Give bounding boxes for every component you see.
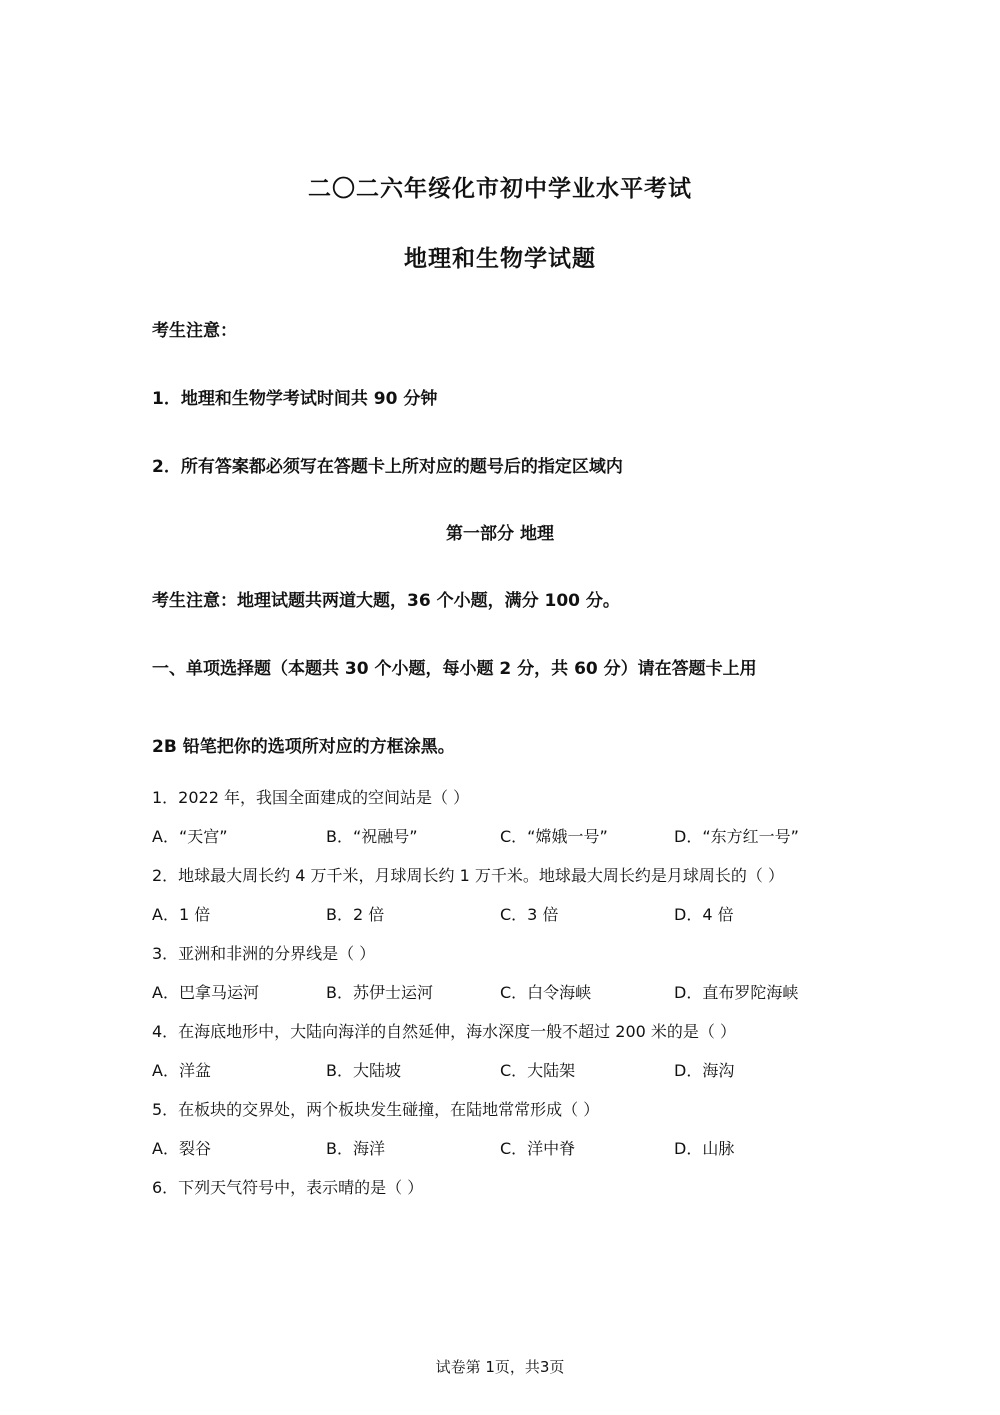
- option-c: C．洋中脊: [500, 1139, 576, 1158]
- option-c: C．白令海峡: [500, 983, 592, 1002]
- option-d: D．山脉: [674, 1139, 735, 1158]
- option-a: A．1 倍: [152, 905, 211, 924]
- question-options: [152, 1136, 852, 1158]
- question-options: [152, 1058, 852, 1080]
- option-d: D．4 倍: [674, 905, 734, 924]
- question-options: [152, 824, 852, 846]
- option-d: D．海沟: [674, 1061, 735, 1080]
- question-options: [152, 980, 852, 1002]
- option-b: B．大陆坡: [326, 1061, 401, 1080]
- option-a: A．裂谷: [152, 1139, 211, 1158]
- section-heading-line1: 一、单项选择题（本题共 30 个小题，每小题 2 分，共 60 分）请在答题卡上用: [152, 659, 757, 679]
- option-a: A．洋盆: [152, 1061, 211, 1080]
- option-b: B．海洋: [326, 1139, 385, 1158]
- part-notice: 考生注意：地理试题共两道大题，36 个小题，满分 100 分。: [152, 591, 620, 611]
- question-stem: 3．亚洲和非洲的分界线是（ ）: [152, 944, 376, 963]
- option-d: D．直布罗陀海峡: [674, 983, 799, 1002]
- page-footer: 试卷第 1页，共3页: [435, 1358, 565, 1376]
- question-stem: 2．地球最大周长约 4 万千米，月球周长约 1 万千米。地球最大周长约是月球周长的（ ）: [152, 866, 784, 885]
- notice-heading: 考生注意：: [152, 321, 237, 341]
- option-c: C．3 倍: [500, 905, 559, 924]
- option-a: A．“天宫”: [152, 827, 228, 846]
- option-b: B．苏伊士运河: [326, 983, 433, 1002]
- question-options: [152, 902, 852, 924]
- option-b: B．2 倍: [326, 905, 385, 924]
- option-c: C．“嫦娥一号”: [500, 827, 608, 846]
- notice-item: 1．地理和生物学考试时间共 90 分钟: [152, 389, 438, 409]
- option-c: C．大陆架: [500, 1061, 576, 1080]
- section-heading-line2: 2B 铅笔把你的选项所对应的方框涂黑。: [152, 737, 455, 757]
- notice-item: 2．所有答案都必须写在答题卡上所对应的题号后的指定区域内: [152, 457, 623, 477]
- exam-title: 二〇二六年绥化市初中学业水平考试: [308, 176, 692, 202]
- option-a: A．巴拿马运河: [152, 983, 259, 1002]
- question-stem: 5．在板块的交界处，两个板块发生碰撞，在陆地常常形成（ ）: [152, 1100, 600, 1119]
- part-title: 第一部分 地理: [446, 524, 554, 544]
- option-b: B．“祝融号”: [326, 827, 418, 846]
- question-stem: 1．2022 年，我国全面建成的空间站是（ ）: [152, 788, 470, 807]
- question-stem: 4．在海底地形中，大陆向海洋的自然延伸，海水深度一般不超过 200 米的是（ ）: [152, 1022, 736, 1041]
- exam-subtitle: 地理和生物学试题: [404, 246, 596, 272]
- question-stem: 6．下列天气符号中，表示晴的是（ ）: [152, 1178, 424, 1197]
- option-d: D．“东方红一号”: [674, 827, 799, 846]
